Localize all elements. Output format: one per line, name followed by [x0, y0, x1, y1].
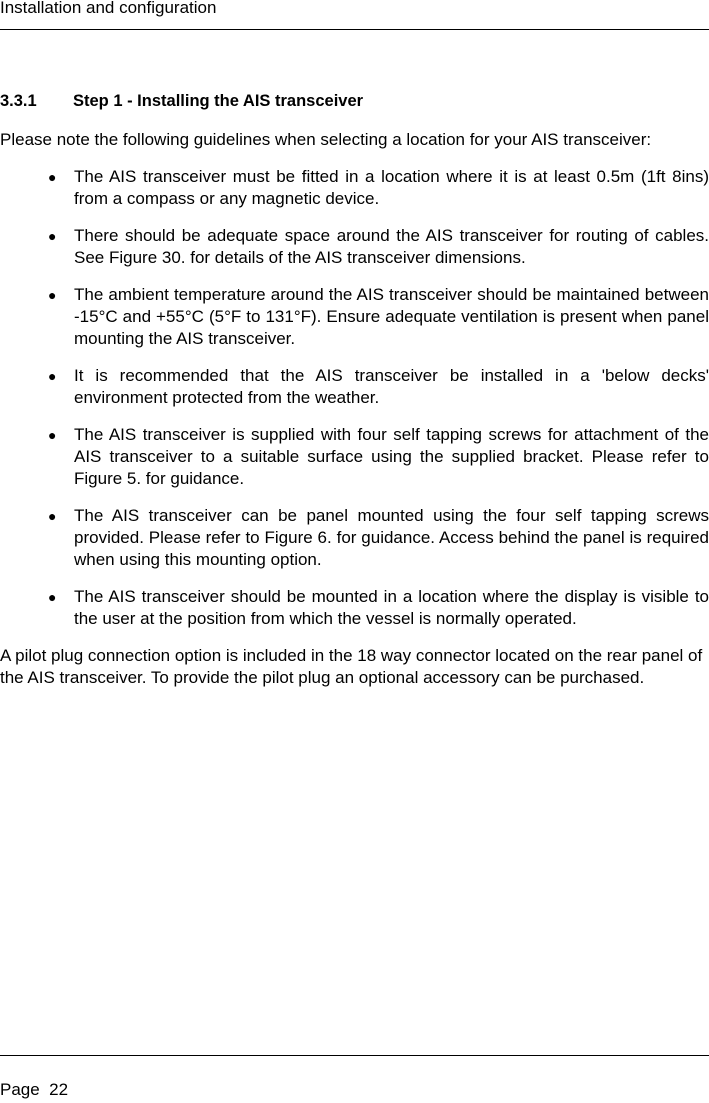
- list-item: [0, 284, 709, 350]
- guideline-list: [0, 166, 709, 630]
- bullet-icon: ●: [48, 589, 57, 605]
- list-item: [0, 424, 709, 490]
- running-header: Installation and configuration: [0, 0, 217, 17]
- bullet-icon: ●: [48, 427, 57, 443]
- list-item-text: The ambient temperature around the AIS transceiver should be maintained between -15°C and +55°C (5°F to 131°F). Ensure adequate ventilation is present when panel mounting the AIS transceiver.: [74, 285, 709, 348]
- section-heading: [0, 92, 363, 111]
- list-item: [0, 365, 709, 409]
- closing-paragraph: A pilot plug connection option is included in the 18 way connector located on the rear panel of the AIS transceiver. To provide the pilot plug an optional accessory can be purchased.: [0, 646, 703, 687]
- bullet-icon: ●: [48, 169, 57, 185]
- header-rule: [0, 29, 709, 30]
- intro-paragraph: Please note the following guidelines when selecting a location for your AIS transceiver:: [0, 130, 652, 149]
- list-item: [0, 586, 709, 630]
- bullet-icon: ●: [48, 287, 57, 303]
- list-item: [0, 505, 709, 571]
- bullet-icon: ●: [48, 508, 57, 524]
- list-item-text: It is recommended that the AIS transceiver be installed in a 'below decks' environment protected from the weather.: [74, 366, 709, 407]
- list-item: [0, 225, 709, 269]
- bullet-icon: ●: [48, 228, 57, 244]
- section-title: Step 1 - Installing the AIS transceiver: [73, 92, 364, 110]
- list-item-text: The AIS transceiver can be panel mounted using the four self tapping screws provided. Please refer to Figure 6. for guidance. Access behind the panel is required when using this mounting option.: [74, 506, 709, 569]
- footer-rule: [0, 1055, 709, 1056]
- list-item-text: The AIS transceiver should be mounted in a location where the display is visible to the user at the position from which the vessel is normally operated.: [74, 587, 709, 628]
- section-number: 3.3.1: [0, 92, 37, 110]
- list-item-text: The AIS transceiver must be fitted in a location where it is at least 0.5m (1ft 8ins) from a compass or any magnetic device.: [74, 167, 709, 208]
- page-number: Page 22: [0, 1080, 69, 1099]
- list-item-text: The AIS transceiver is supplied with four self tapping screws for attachment of the AIS transceiver to a suitable surface using the supplied bracket. Please refer to Figure 5. for guidance.: [74, 425, 709, 488]
- body-text: [0, 129, 709, 689]
- list-item: [0, 166, 709, 210]
- bullet-icon: ●: [48, 368, 57, 384]
- list-item-text: There should be adequate space around the AIS transceiver for routing of cables. See Figure 30. for details of the AIS transceiver dimensions.: [74, 226, 709, 267]
